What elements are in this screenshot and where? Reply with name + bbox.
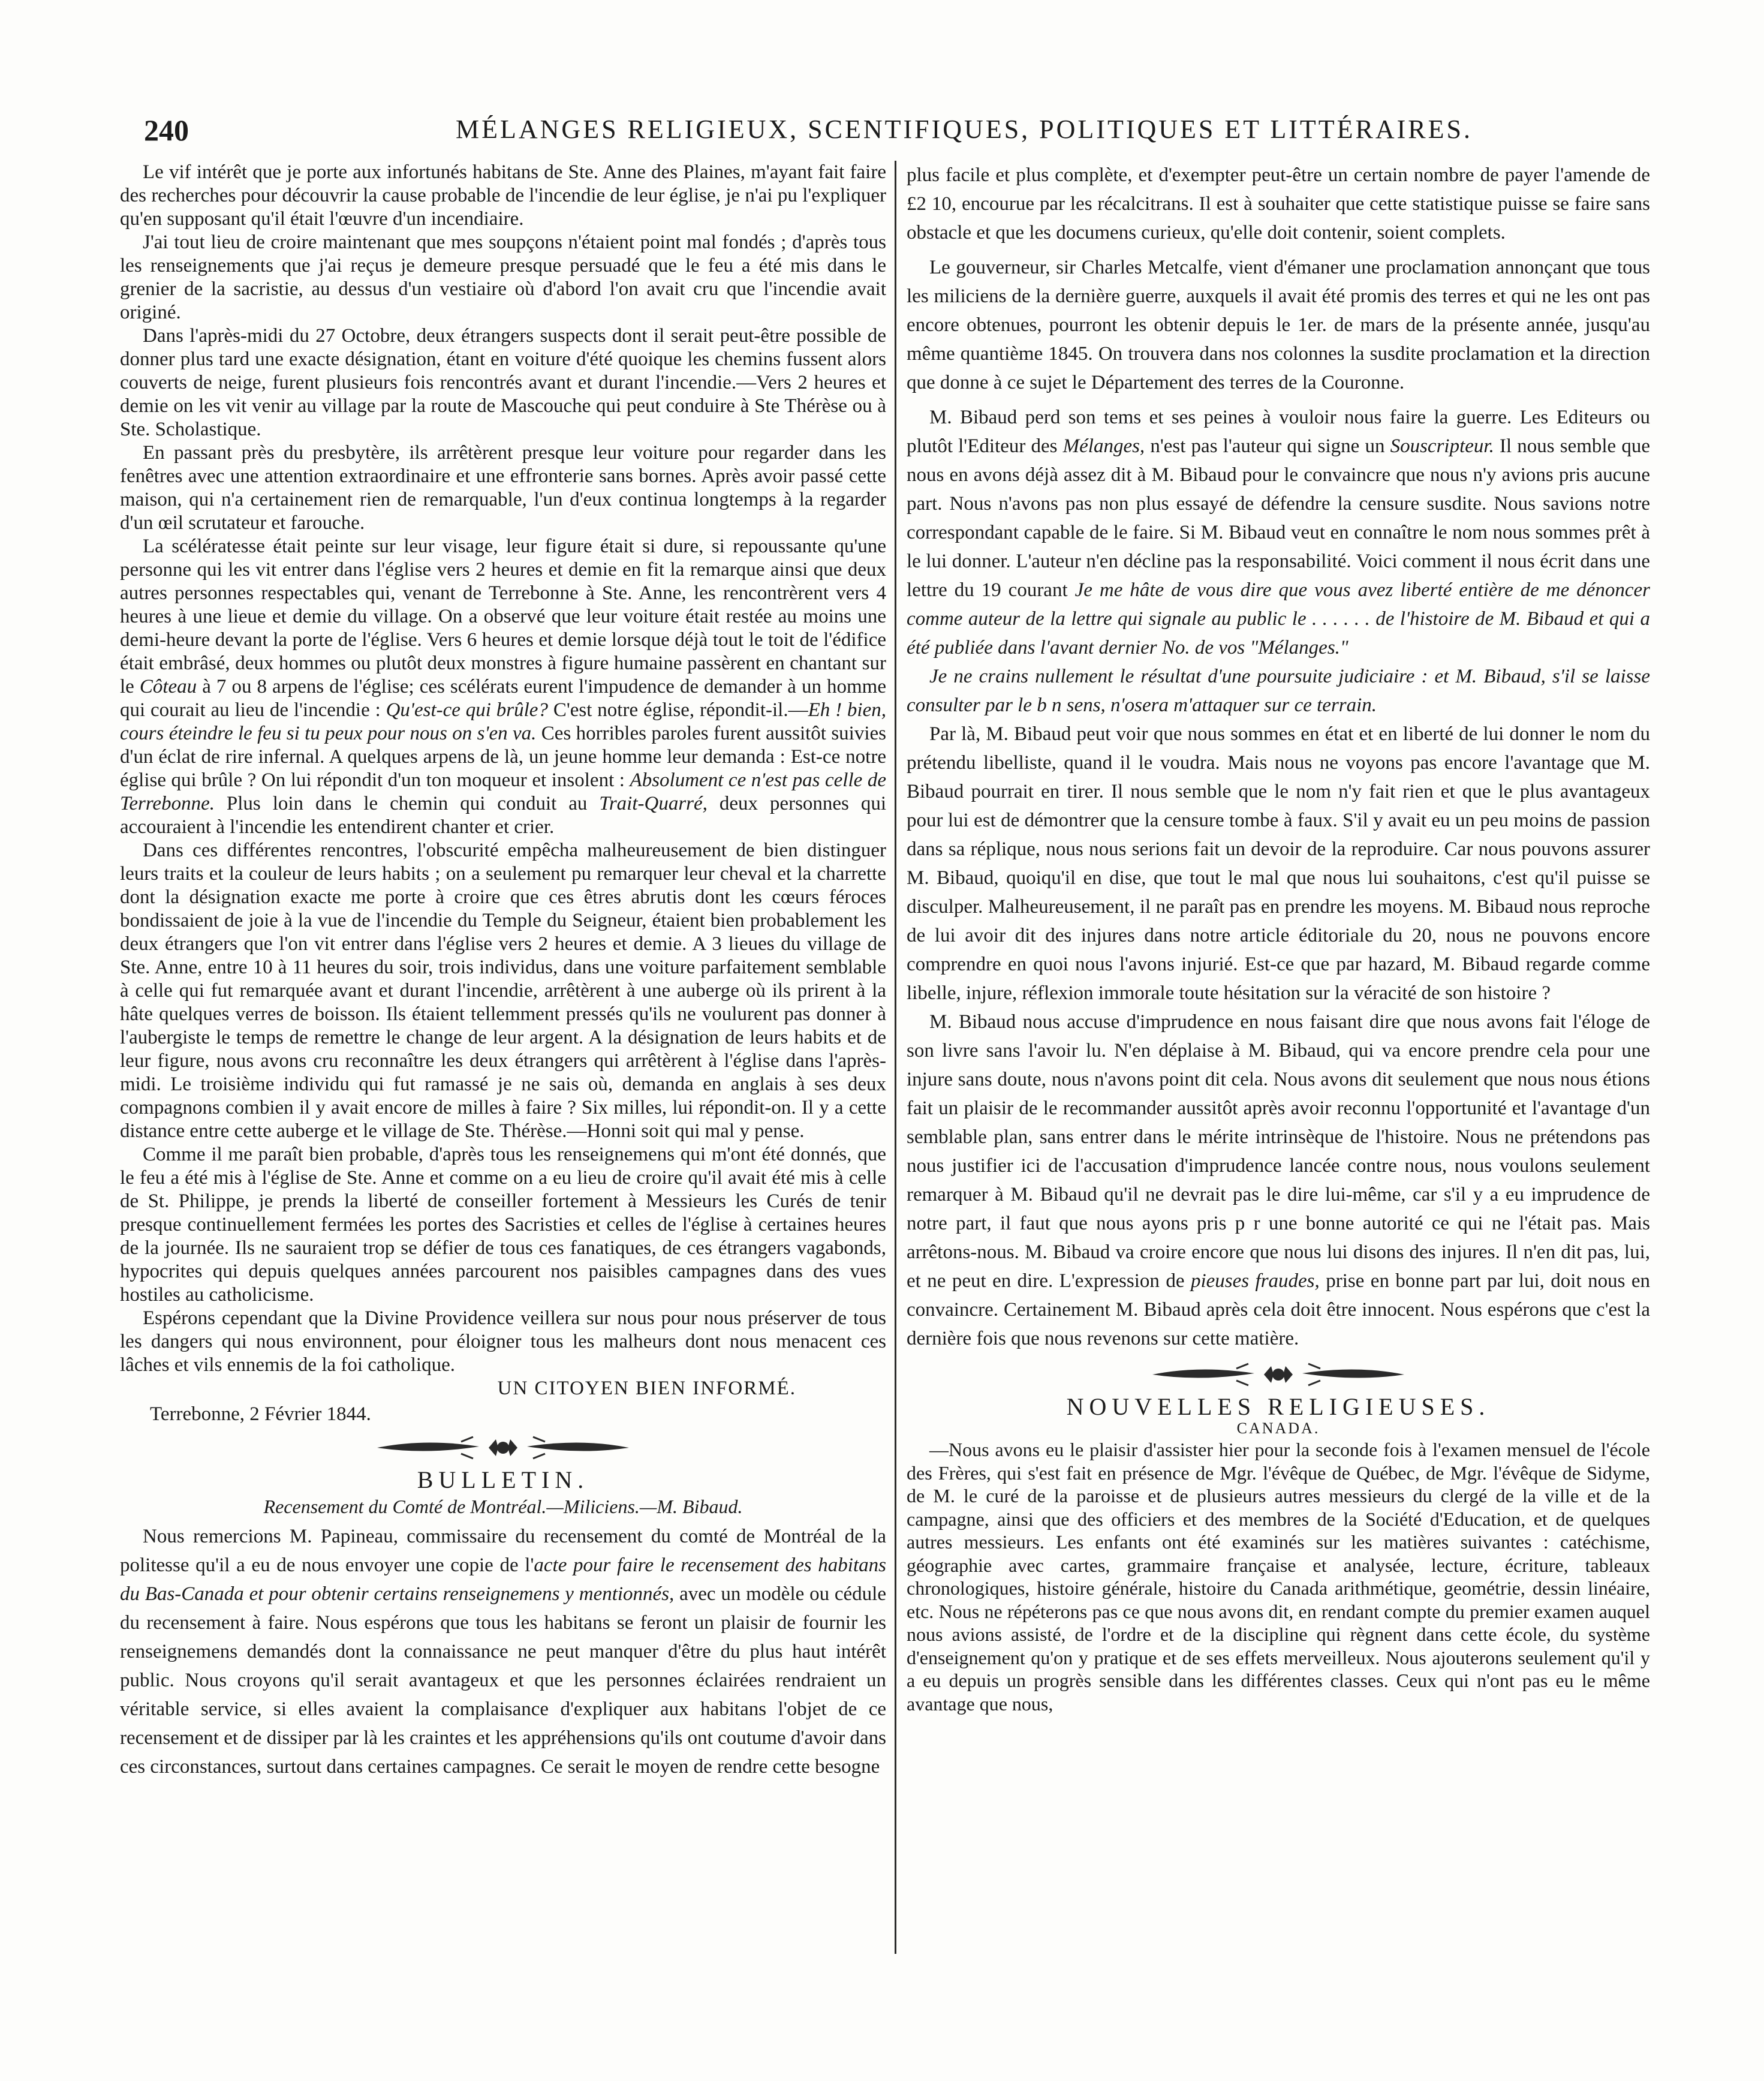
bulletin-paragraph: plus facile et plus complète, et d'exempter peut-être un certain nombre de payer l'amende de £2 10, encourue par les récalcitrans. Il est à souhaiter que cette statistique puisse se faire sans obstacle et que les documens curieux, qu'elle doit contenir, soient complets. (907, 164, 1650, 243)
nouvelles-section (907, 1438, 1650, 1715)
ornament-divider (371, 1431, 635, 1464)
letter-paragraph: En passant près du presbytère, ils arrêtèrent presque leur voiture pour regarder dans les fenêtres avec une attention extraordinaire et une effronterie sans bornes. Après avoir passé cette maison, qui n'a certainement rien de remarquable, l'un d'eux continua longtemps à la regarder d'un œil scrutateur et farouche. (120, 442, 886, 534)
running-title: MÉLANGES RELIGIEUX, SCENTIFIQUES, POLITIQUES ET LITTÉRAIRES. (456, 115, 1473, 144)
letter-paragraph: Dans ces différentes rencontres, l'obscurité empêcha malheureusement de bien distinguer leurs traits et la couleur de leurs habits ; on a seulement pu remarquer leur cheval et la charrette dont la désignation exacte me porte à croire que ces êtres abrutis dont les cœurs féroces bondissaient de joie à la vue de l'incendie du Temple du Seigneur, étaient bien probablement les deux étrangers que l'on vit entrer dans l'église vers 2 heures et demie. A 3 lieues du village de Ste. Anne, entre 10 à 11 heures du soir, trois individus, dans une voiture parfaitement semblable à celle qui fut remarquée avant et durant l'incendie, arrêtèrent à une auberge où ils prirent à la hâte quelques verres de boisson. Ils étaient tellemment pressés qu'ils ne voulurent pas donner à l'aubergiste le temps de remettre le change de leur argent. A la désignation de leurs habits et de leur figure, nous avons cru reconnaître les deux étrangers qui arrêtèrent à l'église dans l'après-midi. Le troisième individu qui fut ramassé je ne sais où, demanda en anglais à ses deux compagnons combien il y avait encore de milles à faire ? Six milles, lui répondit-on. Il y a cette distance entre cette auberge et le village de Ste. Thérèse.—Honni soit qui mal y pense. (120, 840, 886, 1142)
nouvelles-paragraph: —Nous avons eu le plaisir d'assister hier pour la seconde fois à l'examen mensuel de l'école des Frères, qui s'est fait en présence de Mgr. l'évêque de Québec, de Mgr. l'évêque de Sidyme, de M. le curé de la paroisse et de plusieurs autres messieurs du clergé de la ville et de la campagne, ainsi que des officiers et des membres de la Société d'Education, et de quelques autres messieurs. Les enfants ont été examinés sur les matières suivantes : catéchisme, géographie avec cartes, grammaire française et analysée, lecture, écriture, tableaux chronologiques, histoire générale, histoire du Canada arithmétique, geométrie, dessin linéaire, etc. Nous ne répéterons pas ce que nous avons dit, en rendant compte du premier examen auquel nous avions assisté, de l'ordre et de la discipline qui règnent dans cette école, du système d'enseignement qu'on y pratique et de ses effets merveilleux. Nous ajouterons seulement qu'il y a eu depuis un progrès sensible dans les différentes classes. Ceux qui n'ont pas eu le même avantage que nous, (907, 1439, 1650, 1715)
page-number: 240 (144, 113, 189, 147)
letter-paragraph: Espérons cependant que la Divine Providence veillera sur nous pour nous préserver de tous les dangers qui nous environnent, pour éloigner tous les malheurs dont nous menacent ces lâches et vils ennemis de la foi catholique. (120, 1307, 886, 1376)
bulletin-section (120, 1522, 886, 1781)
letter-place-date: Terrebonne, 2 Février 1844. (150, 1403, 371, 1425)
bulletin-paragraph: Le gouverneur, sir Charles Metcalfe, vient d'émaner une proclamation annonçant que tous les miliciens de la dernière guerre, auxquels il avait été promis des terres et qui ne les ont pas encore obtenues, pourront les obtenir depuis le 1er. de mars de la présente année, jusqu'au même quantième 1845. On trouvera dans nos colonnes la susdite proclamation et la direction que donne à ce sujet le Département des terres de la Couronne. (907, 257, 1650, 393)
nouvelles-title: NOUVELLES RELIGIEUSES. (1066, 1393, 1491, 1420)
letter-section (120, 161, 886, 1426)
letter-paragraph: J'ai tout lieu de croire maintenant que mes soupçons n'étaient point mal fondés ; d'après tous les renseignements que j'ai reçus je demeure presque persuadé que le feu a été mis dans le grenier de la sacristie, au dessus d'un vestiaire où d'abord l'on avait cru que l'incendie avait originé. (120, 231, 886, 323)
letter-paragraph: Dans l'après-midi du 27 Octobre, deux étrangers suspects dont il serait peut-être possible de donner plus tard une exacte désignation, étant en voiture d'été quoique les chemins fussent alors couverts de neige, furent plusieurs fois rencontrés avant et durant l'incendie.—Vers 2 heures et demie on les vit venir au village par la route de Mascouche qui peut conduire à Ste Thérèse ou à Ste. Scholastique. (120, 325, 886, 440)
bulletin-paragraph: M. Bibaud nous accuse d'imprudence en nous faisant dire que nous avons fait l'éloge de son livre sans l'avoir lu. N'en déplaise à M. Bibaud, qui va encore prendre cela pour une injure sans doute, nous n'avons point dit cela. Nous avons dit seulement que nous nous étions fait un plaisir de le recommander aussitôt après avoir reconnu l'opportunité et l'avantage d'un semblable plan, sans entrer dans le mérite intrinsèque de l'histoire. Nous ne prétendons pas nous justifier ici de l'accusation d'imprudence lancée contre nous, nous voulons seulement remarquer à M. Bibaud qu'il ne devrait pas le dire lui-même, car s'il y a eu imprudence de notre part, il faut que nous ayons pris p r une bonne autorité ce qui ne l'était pas. Mais arrêtons-nous. M. Bibaud va croire encore que nous lui disons des injures. Il n'en dit pas, lui, et ne peut en dire. L'expression de pieuses fraudes, prise en bonne part par lui, doit nous en convaincre. Certainement M. Bibaud après cela doit être innocent. Nous espérons que c'est la dernière fois que nous revenons sur cette matière. (907, 1011, 1651, 1349)
bulletin-paragraph: Nous remercions M. Papineau, commissaire du recensement du comté de Montréal de la politesse qu'il a eu de nous envoyer une copie de l'acte pour faire le recensement des habitans du Bas-Canada et pour obtenir certains renseignemens y mentionnés, avec un modèle ou cédule du recensement à faire. Nous espérons que tous les habitans se feront un plaisir de fournir les renseignemens demandés dont la connaissance ne peut manquer d'être du plus haut intérêt public. Nous croyons qu'il serait avantageux et que les personnes éclairées rendraient un véritable service, si elles avaient la complaisance d'expliquer aux habitans l'objet de ce recensement et de dissiper par là les craintes et les appréhensions qu'ils ont coutume d'avoir dans ces circonstances, surtout dans certaines campagnes. Ce serait le moyen de rendre cette besogne (120, 1526, 886, 1778)
bulletin-title: BULLETIN. (417, 1466, 589, 1493)
letter-paragraph: Le vif intérêt que je porte aux infortunés habitans de Ste. Anne des Plaines, m'ayant fait faire des recherches pour découvrir la cause probable de l'incendie de leur église, je n'ai pu l'expliquer qu'en supposant qu'il était l'œuvre d'un incendiaire. (120, 161, 886, 230)
nouvelles-subtitle: CANADA. (1236, 1420, 1320, 1437)
right-column (907, 161, 1650, 1715)
bulletin-quote: Je ne crains nullement le résultat d'une poursuite judiciaire : et M. Bibaud, s'il se laisse consulter par le b n sens, n'osera m'attaquer sur ce terrain. (907, 666, 1650, 716)
bulletin-continued (907, 161, 1650, 1353)
page-header (144, 113, 1619, 155)
letter-signature: UN CITOYEN BIEN INFORMÉ. (497, 1378, 796, 1399)
column-rule (895, 161, 896, 1954)
letter-paragraph: Comme il me paraît bien probable, d'après tous les renseignemens qui m'ont été donnés, que le feu a été mis à l'église de Ste. Anne et comme on a eu lieu de croire qu'il avait été mis à celle de St. Philippe, je prends la liberté de conseiller fortement à Messieurs les Curés de tenir presque continuellement fermées les portes des Sacristies et celles de l'église à certaines heures de la journée. Ils ne sauraient trop se défier de tous ces fanatiques, de ces étrangers vagabonds, hypocrites qui depuis quelques années parcourent nos paisibles campagnes dans des vues hostiles au catholicisme. (120, 1144, 886, 1306)
left-column (120, 161, 886, 1781)
bulletin-paragraph: Par là, M. Bibaud peut voir que nous sommes en état et en liberté de lui donner le nom du prétendu libelliste, quand il le voudra. Mais nous ne voyons pas encore l'avantage que M. Bibaud pourrait en tirer. Il nous semble que le nom n'y fait rien et que le plus avantageux pour lui est de démontrer que la censure tombe à faux. S'il y avait eu un peu moins de passion dans sa réplique, nous nous serions fait un devoir de la reproduire. Car nous pouvons assurer M. Bibaud, quoiqu'il en dise, que tout le mal que nous lui souhaitons, c'est qu'il puisse se disculper. Malheureusement, il ne paraît pas en prendre les moyens. M. Bibaud nous reproche de lui avoir dit des injures dans notre article éditoriale du 20, nous ne pouvons encore comprendre en quoi nous l'avons injurié. Est-ce que par hazard, M. Bibaud regarde comme libelle, injure, réflexion immorale toute hésitation sur la véracité de son histoire ? (907, 723, 1650, 1004)
bulletin-paragraph: M. Bibaud perd son tems et ses peines à vouloir nous faire la guerre. Les Editeurs ou plutôt l'Editeur des Mélanges, n'est pas l'auteur qui signe un Souscripteur. Il nous semble que nous en avons déjà assez dit à M. Bibaud pour le convaincre que nous n'y avions pris aucune part. Nous n'avons pas non plus essayé de défendre la censure susdite. Nous savions notre correspondant capable de le faire. Si M. Bibaud veut en connaître le nom nous sommes prêt à le lui donner. L'auteur n'en décline pas la responsabilité. Voici comment il nous écrit dans une lettre du 19 courant Je me hâte de vous dire que vous avez liberté entière de me dénoncer comme auteur de la lettre qui signale au public le . . . . . . de l'histoire de M. Bibaud et qui a été publiée dans l'avant dernier No. de vos "Mélanges." (907, 407, 1650, 658)
letter-paragraph: La scélératesse était peinte sur leur visage, leur figure était si dure, si repoussante qu'une personne qui les vit entrer dans l'église vers 2 heures et demie en fit la remarque ainsi que deux autres personnes respectables qui, venant de Terrebonne à Ste. Anne, les rencontrèrent vers 4 heures à une lieue et demie du village. On a observé que leur voiture était restée au moins une demi-heure devant la porte de l'église. Vers 6 heures et demie lorsque déjà tout le toit de l'édifice était embrâsé, deux hommes ou plutôt deux monstres à figure humaine passèrent en chantant sur le Côteau à 7 ou 8 arpens de l'église; ces scélérats eurent l'impudence de demander à un homme qui courait au lieu de l'incendie : Qu'est-ce qui brûle? C'est notre église, répondit-il.—Eh ! bien, cours éteindre le feu si tu peux pour nous on s'en va. Ces horribles paroles furent aussitôt suivies d'un éclat de rire infernal. A quelques arpens de là, un jeune homme leur demanda : Est-ce notre église qui brûle ? On lui répondit d'un ton moqueur et insolent : Absolument ce n'est pas celle de Terrebonne. Plus loin dans le chemin qui conduit au Trait-Quarré, deux personnes qui accouraient à l'incendie les entendirent chanter et crier. (120, 536, 886, 838)
ornament-divider (1146, 1358, 1410, 1391)
bulletin-subtitle: Recensement du Comté de Montréal.—Miliciens.—M. Bibaud. (263, 1496, 743, 1517)
